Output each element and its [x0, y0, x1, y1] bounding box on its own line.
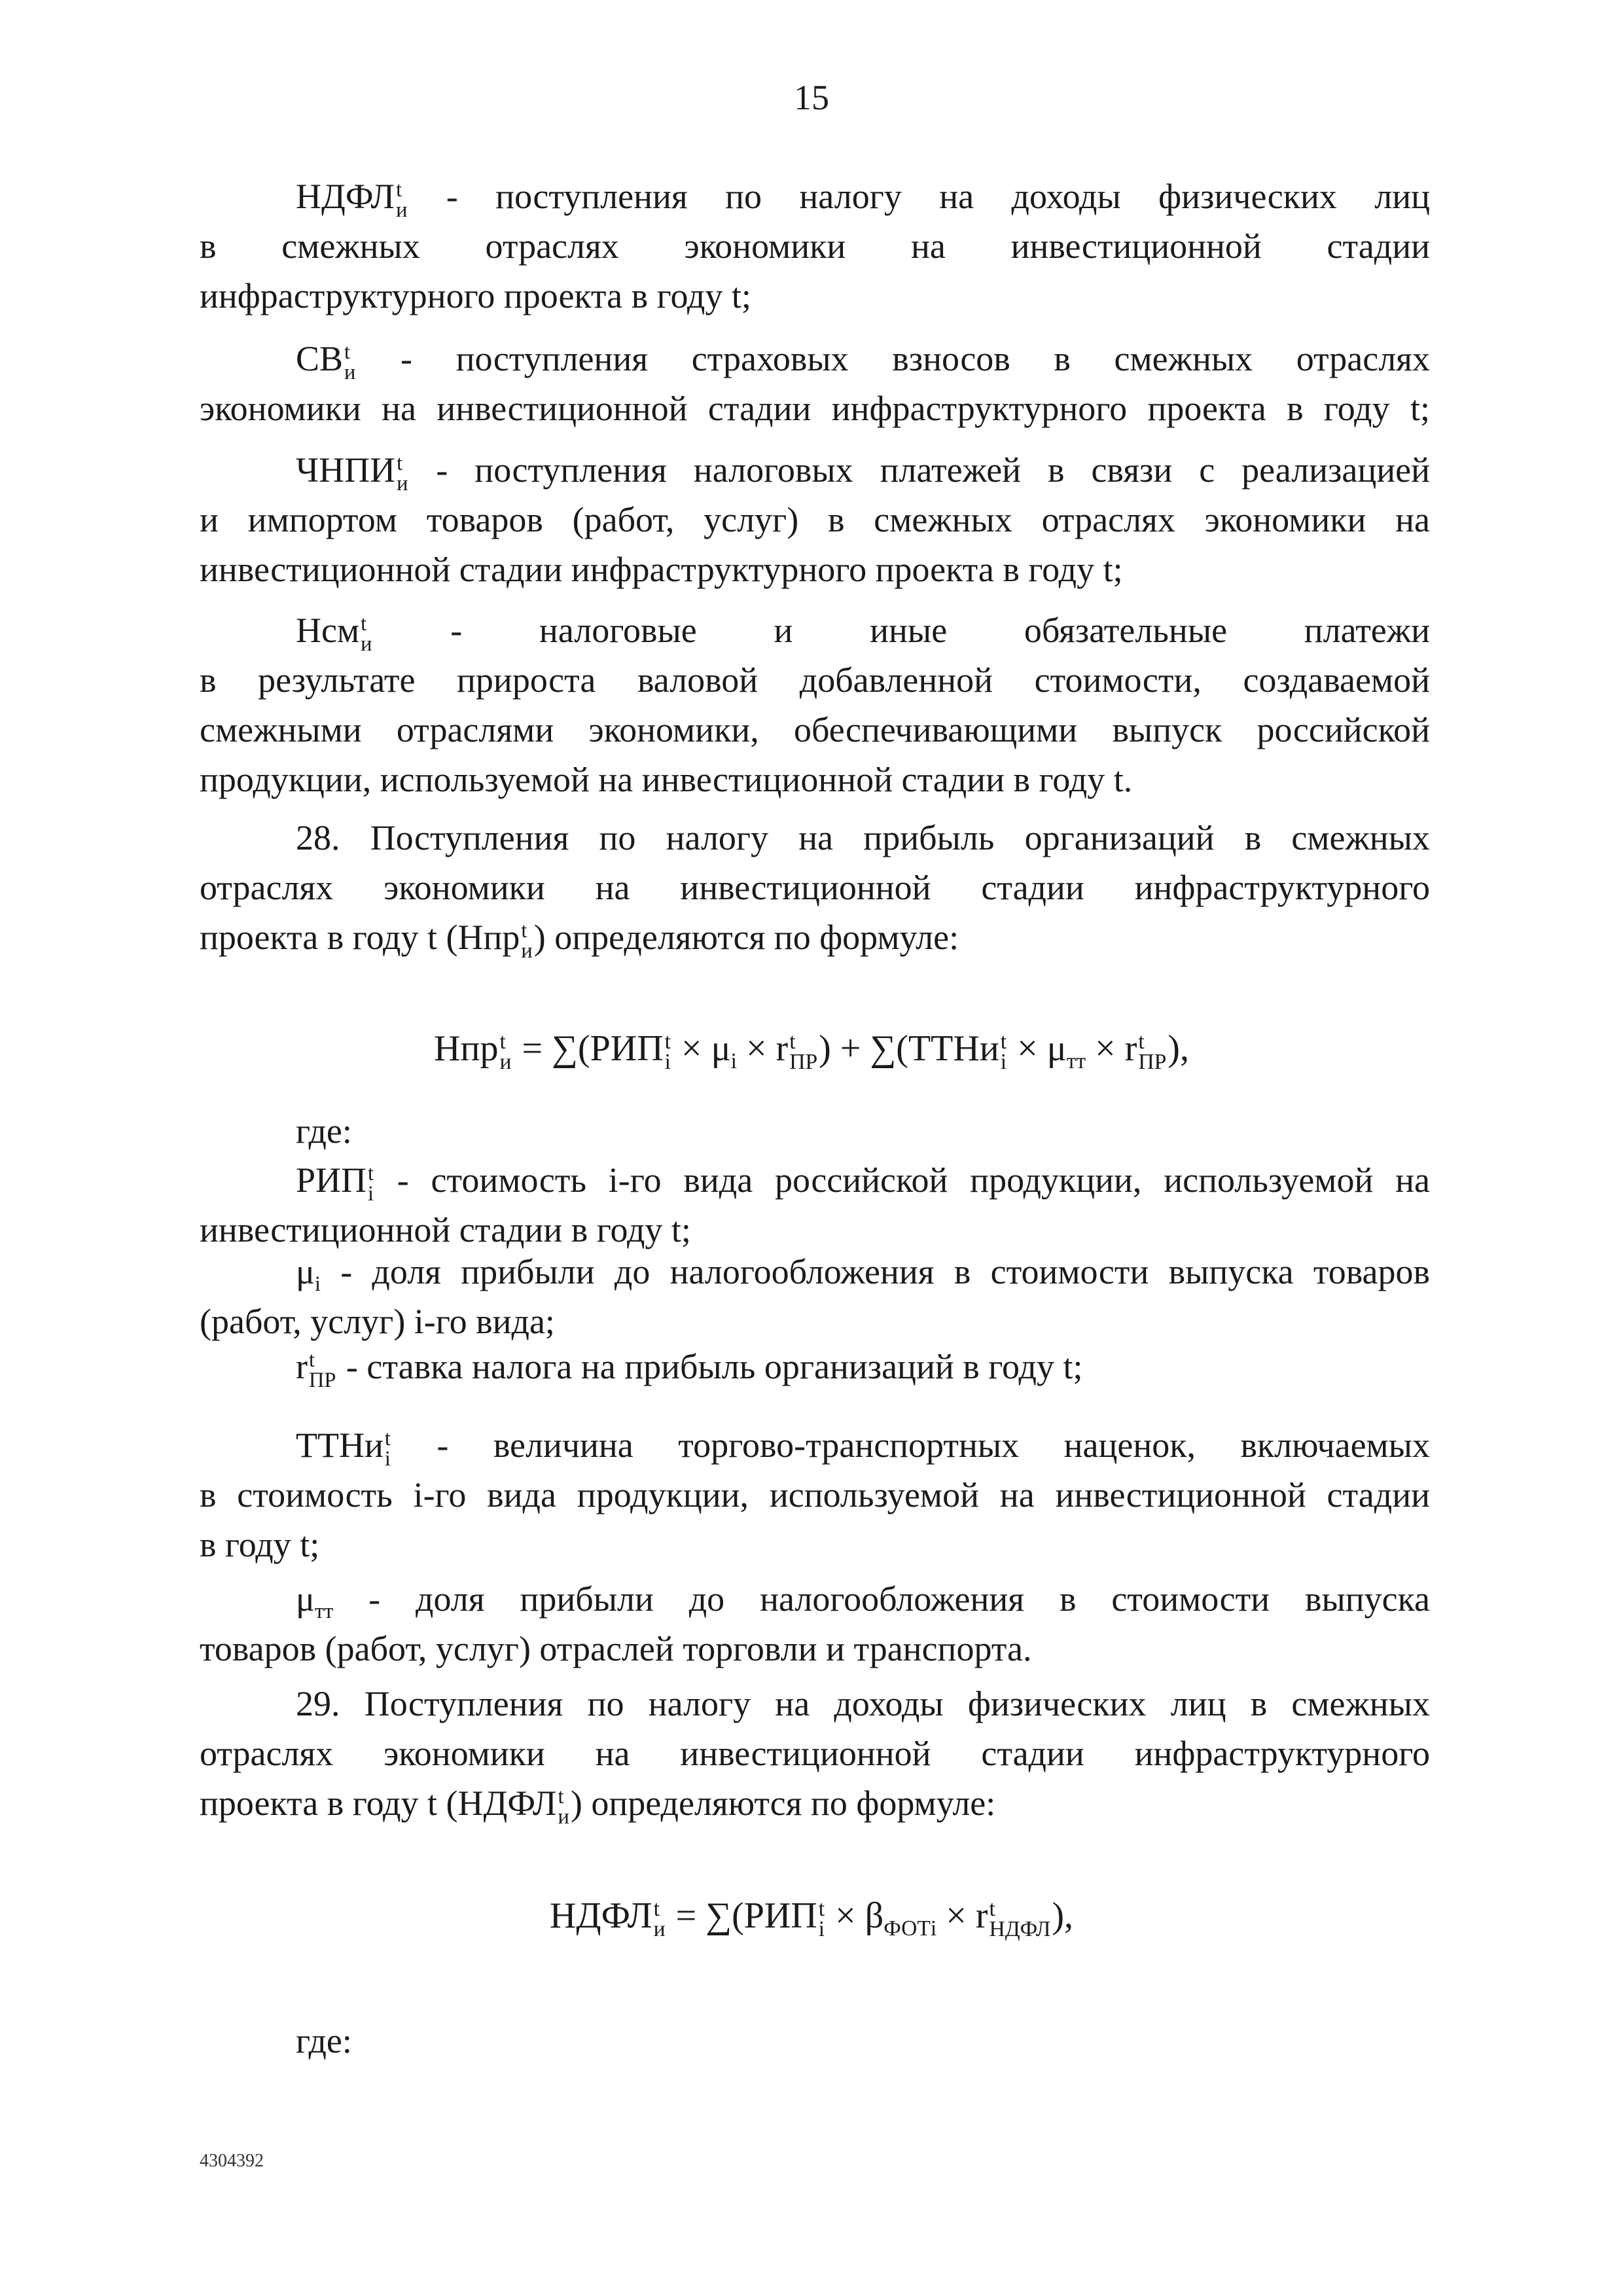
def-mu-tt [200, 1574, 1430, 1674]
def-ttn-line3: в году t; [200, 1525, 320, 1564]
def-r-pr [200, 1342, 1430, 1391]
def-rip-line2: инвестиционной стадии в году t; [200, 1210, 691, 1249]
def-sv [200, 334, 1430, 433]
def-ttn-line1: ТТНи t i - величина торгово-транспортных наценок, включаемых [296, 1426, 1430, 1471]
page-number: 15 [794, 78, 829, 117]
def-mu-i-line2: (работ, услуг) i-го вида; [200, 1302, 555, 1341]
def-sv-line2: экономики на инвестиционной стадии инфраструктурного проекта в году t; [200, 389, 1430, 428]
item-29-line2: отраслях экономики на инвестиционной стадии инфраструктурного [200, 1734, 1430, 1773]
def-rip [200, 1155, 1430, 1255]
def-ndfl-line1: НДФЛ t и - поступления по налогу на доходы физических лиц [296, 177, 1430, 222]
def-sv-line1: СВ t и - поступления страховых взносов в смежных отраслях [296, 339, 1430, 384]
item-28-line2: отраслях экономики на инвестиционной стадии инфраструктурного [200, 868, 1430, 907]
def-ndfl [200, 171, 1430, 321]
item-28-line1: 28. Поступления по налогу на прибыль организаций в смежных [296, 818, 1430, 857]
item-28 [200, 813, 1430, 962]
def-mu-i [200, 1247, 1430, 1346]
document-id: 4304392 [200, 2151, 264, 2171]
def-nsm [200, 605, 1430, 804]
item-29-line3: проекта в году t (НДФЛ t и ) определяются по формуле: [200, 1784, 996, 1829]
def-ndfl-line2: в смежных отраслях экономики на инвестиционной стадии [200, 226, 1430, 266]
formula-ndfl: НДФЛ t и = ∑(РИП t i × $\beta_{ФОТi} \times r$ t НДФЛ ), [549, 1895, 1074, 1942]
def-ndfl-line3: инфраструктурного проекта в году t; [200, 276, 751, 315]
where-label-2: где: [296, 2021, 352, 2060]
def-mu-tt-line1: $\mu_{тт}$ - доля прибыли до налогообложения в стоимости выпуска [296, 1579, 1430, 1624]
item-28-line3: проекта в году t (Нпр t и ) определяются по формуле: [200, 918, 959, 963]
def-nsm-line4: продукции, используемой на инвестиционной стадии в году t. [200, 760, 1133, 799]
def-ttn [200, 1420, 1430, 1570]
def-chnpi-line2: и импортом товаров (работ, услуг) в смежных отраслях экономики на [200, 500, 1430, 539]
def-mu-tt-line2: товаров (работ, услуг) отраслей торговли и транспорта. [200, 1629, 1032, 1668]
def-nsm-line2: в результате прироста валовой добавленной стоимости, создаваемой [200, 660, 1430, 700]
def-r-pr-line1: r t ПР - ставка налога на прибыль организаций в году t; [296, 1347, 1083, 1392]
def-mu-i-line1: $\mu_i$ - доля прибыли до налогообложения в стоимости выпуска товаров [296, 1252, 1430, 1297]
def-ttn-line2: в стоимость i-го вида продукции, используемой на инвестиционной стадии [200, 1475, 1430, 1515]
def-chnpi [200, 445, 1430, 594]
item-29-line1: 29. Поступления по налогу на доходы физических лиц в смежных [296, 1684, 1430, 1723]
formula-npr: Нпр t и = ∑(РИП t i × $\mu_i \times r$ t ПР ) + ∑(ТТНи t i × $\mu_{тт} \times r$ t ПР ), [434, 1028, 1189, 1075]
def-nsm-line1: Нсм t и - налоговые и иные обязательные платежи [296, 611, 1430, 656]
item-29 [200, 1679, 1430, 1828]
def-rip-line1: РИП t i - стоимость i-го вида российской продукции, используемой на [296, 1160, 1430, 1206]
where-label-1: где: [296, 1111, 352, 1151]
def-nsm-line3: смежными отраслями экономики, обеспечивающими выпуск российской [200, 710, 1430, 749]
def-chnpi-line1: ЧНПИ t и - поступления налоговых платежей в связи с реализацией [296, 450, 1430, 495]
def-chnpi-line3: инвестиционной стадии инфраструктурного проекта в году t; [200, 550, 1123, 589]
